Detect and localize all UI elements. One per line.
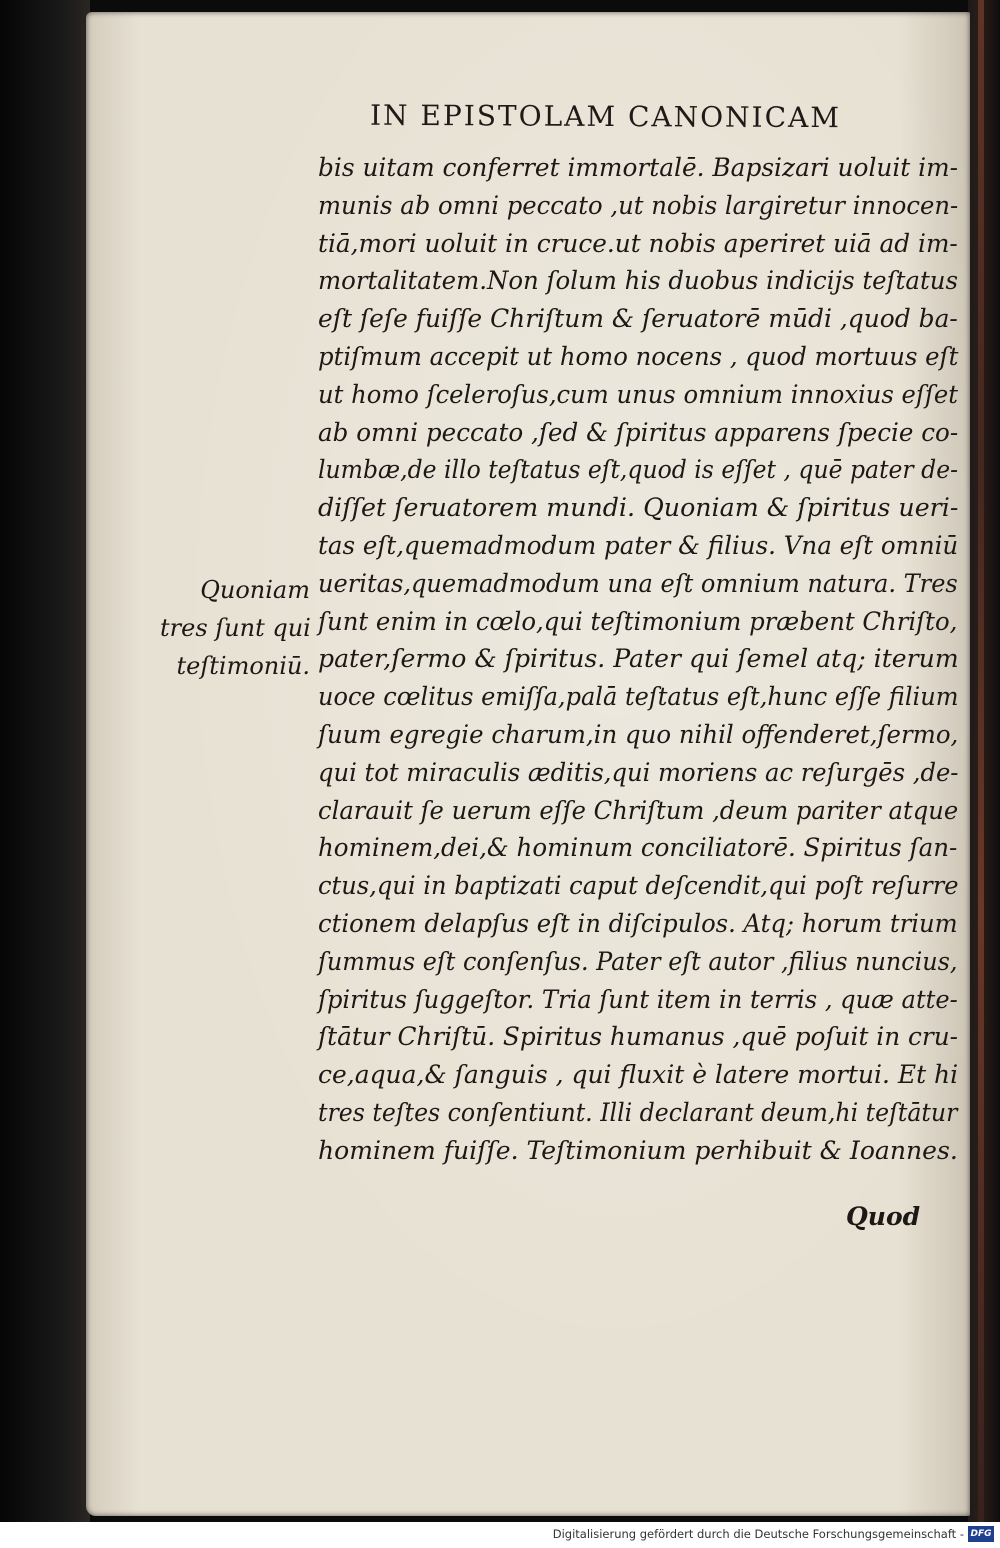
footer-bar	[0, 1522, 1000, 1548]
text-line: tas eſt,quemadmodum pater & filius. Vna eſt omniū	[318, 530, 959, 561]
catchword: Quod	[846, 1202, 921, 1231]
text-line: eſt ſeſe fuiſſe Chriſtum & ſeruatorē mūdi ,quod ba-	[318, 304, 958, 335]
text-line: ueritas,quemadmodum una eſt omnium natura. Tres	[318, 568, 958, 599]
text-line: qui tot miraculis æditis,qui moriens ac reſurgēs ,de-	[318, 757, 959, 788]
text-line: tres teſtes conſentiunt. Illi declarant deum,hi teſtātur	[318, 1097, 958, 1128]
text-line: ctus,qui in baptizati caput deſcendit,qui poſt reſurre	[318, 871, 959, 902]
text-line: hominem fuiſſe. Teſtimonium perhibuit & Ioannes.	[318, 1135, 958, 1166]
text-line: clarauit ſe uerum eſſe Chriſtum ,deum pariter atque	[318, 795, 959, 826]
text-line: ptiſmum accepit ut homo nocens , quod mortuus eſt	[318, 341, 959, 372]
funding-credit: Digitalisierung gefördert durch die Deutsche Forschungsgemeinschaft -	[552, 1527, 964, 1541]
marginal-note	[160, 572, 310, 685]
text-line: lumbæ,de illo teſtatus eſt,quod is eſſet , quē pater de-	[318, 455, 959, 486]
marginal-note-line: tres ſunt qui	[160, 613, 311, 642]
text-line: mortalitatem.Non ſolum his duobus indicijs teſtatus	[318, 266, 959, 297]
text-line: bis uitam conferret immortalē. Bapsizari uoluit im-	[318, 153, 959, 183]
text-line: tiā,mori uoluit in cruce.ut nobis aperiret uiā ad im-	[318, 228, 958, 259]
dfg-logo[interactable]: DFG	[968, 1526, 994, 1542]
text-line: ſuum egregie charum,in quo nihil offenderet,ſermo,	[318, 719, 959, 750]
text-line: ab omni peccato ,ſed & ſpiritus apparens ſpecie co-	[318, 417, 959, 448]
text-line: munis ab omni peccato ,ut nobis largiretur innocen-	[318, 190, 959, 221]
marginal-note-line: Quoniam	[200, 576, 310, 604]
text-line: ce,aqua,& ſanguis , qui fluxit è latere mortui. Et hi	[318, 1060, 959, 1091]
marginal-note-line: teſtimoniū.	[176, 651, 310, 680]
main-text-block	[318, 150, 958, 1171]
text-line: ſunt enim in cœlo,qui teſtimonium præbent Chriſto,	[318, 606, 958, 637]
text-line: ctionem delapſus eſt in diſcipulos. Atq; horum trium	[318, 908, 958, 939]
text-line: ut homo ſceleroſus,cum unus omnium innoxius eſſet	[318, 379, 958, 410]
text-line: ſtātur Chriſtū. Spiritus humanus ,quē poſuit in cru-	[318, 1022, 959, 1053]
book-edge-strip	[978, 0, 984, 1522]
text-line: pater,ſermo & ſpiritus. Pater qui ſemel atq; iterum	[318, 644, 959, 675]
text-line: uoce cœlitus emiſſa,palā teſtatus eſt,hunc eſſe filium	[318, 682, 959, 713]
scan-border-left	[0, 0, 90, 1522]
scan-border-right	[968, 0, 1000, 1522]
text-line: ſummus eſt conſenſus. Pater eſt autor ,filius nuncius,	[318, 946, 958, 977]
running-head: IN EPISTOLAM CANONICAM	[369, 98, 842, 135]
text-line: ſpiritus ſuggeſtor. Tria ſunt item in terris , quæ atte-	[318, 984, 958, 1015]
text-line: hominem,dei,& hominum conciliatorē. Spiritus ſan-	[318, 833, 958, 864]
text-line: diſſet ſeruatorem mundi. Quoniam & ſpiritus ueri-	[318, 493, 959, 524]
